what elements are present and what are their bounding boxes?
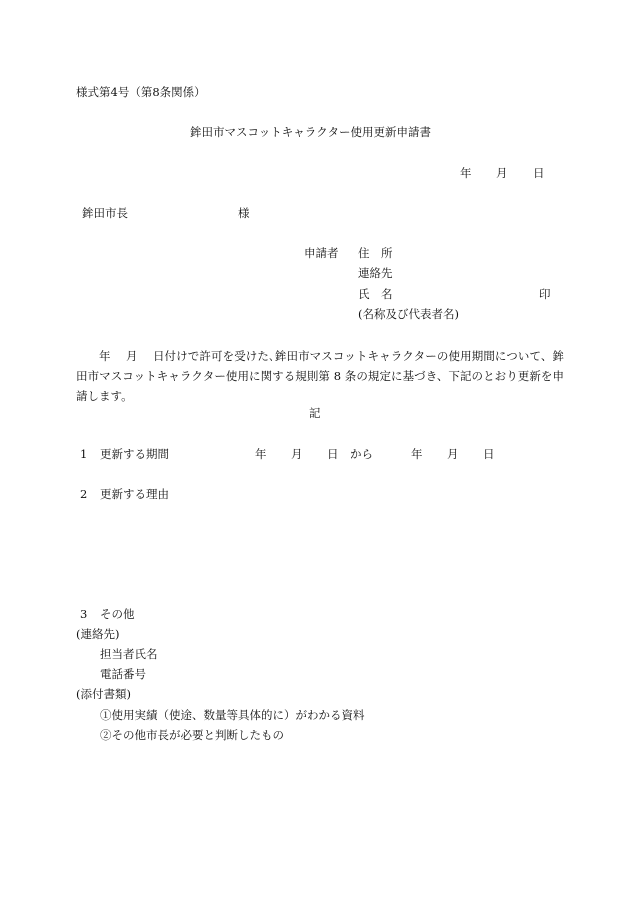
applicant-name-label: 氏 名: [358, 287, 393, 301]
item1-to-month: 月: [447, 447, 459, 461]
document-title: 鉾田市マスコットキャラクター使用更新申請書: [190, 125, 432, 139]
attachment-item: ②その他市長が必要と判断したもの: [100, 728, 284, 742]
body-paragraph: 年 月 日付けで許可を受けた､鉾田市マスコットキャラクターの使用期間について、鉾田市マスコットキャラクター使用に関する規則第 8 条の規定に基づき、下記のとおり更新を申請します。: [76, 349, 564, 403]
date-year-label: 年: [460, 166, 472, 180]
addressee-name: 鉾田市長: [82, 206, 128, 220]
addressee-honorific: 様: [238, 206, 250, 220]
item2-label: 更新する理由: [100, 487, 169, 501]
applicant-name-note: (名称及び代表者名): [358, 307, 459, 321]
item1-number: 1: [80, 447, 88, 461]
item1-from-word: から: [350, 447, 373, 461]
contact-heading: (連絡先): [76, 627, 120, 641]
item1-to-day: 日: [483, 447, 495, 461]
item3-label: その他: [100, 607, 135, 621]
date-day-label: 日: [533, 166, 545, 180]
item1-label: 更新する期間: [100, 447, 169, 461]
contact-phone-label: 電話番号: [100, 667, 146, 681]
applicant-contact-label: 連絡先: [358, 266, 393, 280]
item1-from-day: 日: [327, 447, 339, 461]
attachment-item: ①使用実績（使途、数量等具体的に）がわかる資料: [100, 708, 365, 722]
item1-to-year: 年: [411, 447, 423, 461]
item2-number: 2: [80, 487, 88, 501]
form-number: 様式第4号（第8条関係）: [76, 85, 206, 99]
attachments-heading: (添付書類): [76, 687, 131, 701]
item1-from-month: 月: [291, 447, 303, 461]
item3-number: 3: [80, 607, 88, 621]
item1-from-year: 年: [255, 447, 267, 461]
ki-heading: 記: [309, 406, 321, 420]
date-month-label: 月: [496, 166, 508, 180]
seal-mark: 印: [539, 287, 551, 301]
contact-person-label: 担当者氏名: [100, 647, 158, 661]
applicant-label: 申請者: [304, 246, 339, 260]
applicant-address-label: 住 所: [358, 246, 393, 260]
